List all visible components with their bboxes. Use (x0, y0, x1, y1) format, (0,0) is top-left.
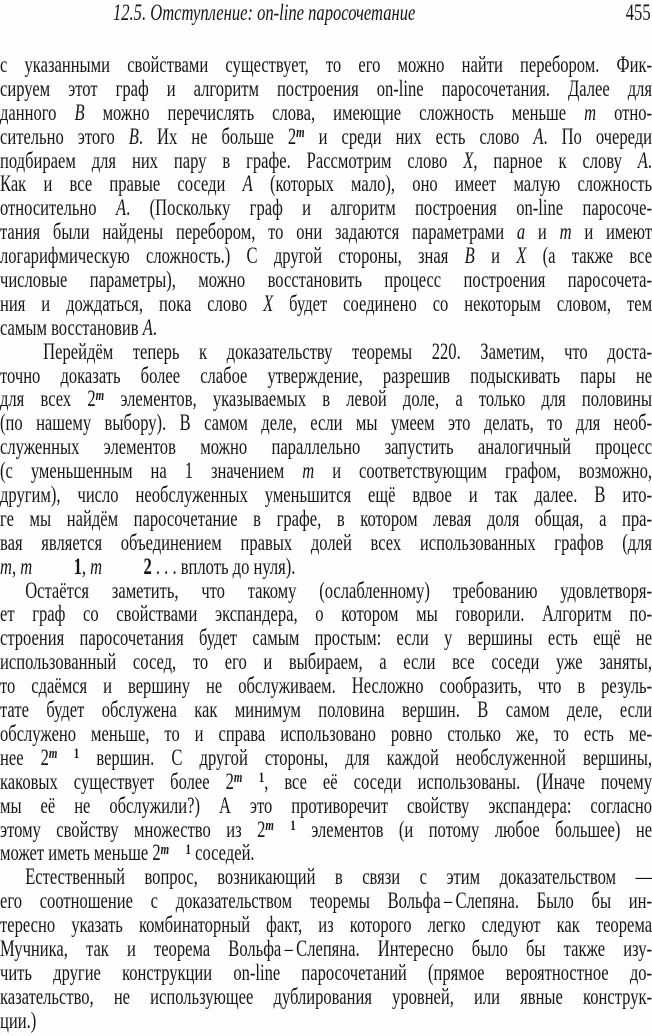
text-line (0, 985, 652, 1009)
text-segment: служенных элементов можно параллельно запустить аналогичный процесс (0, 434, 652, 460)
math-text: A (533, 123, 544, 149)
paragraph (0, 340, 652, 579)
math-text: m (0, 553, 12, 579)
text-segment: . (152, 314, 158, 340)
text-line (0, 340, 652, 364)
paragraph (0, 53, 652, 340)
text-segment: и имеют (571, 219, 652, 245)
text-line (0, 364, 652, 388)
math-text: m (95, 386, 105, 404)
text-segment: . По очереди (543, 123, 652, 149)
text-line (0, 865, 652, 889)
text-segment: мы её не обслужили?) А это противоречит свойству экспандера: согласно (0, 792, 652, 818)
text-line (0, 841, 652, 865)
text-segment: будет соединено со некоторым словом, тем (273, 290, 652, 316)
text-segment: обслужено меньше, то и справа использовано ровно столько же, то есть ме- (0, 720, 652, 746)
text-segment: другим), число необслуженных уменьшится ещё вдвое и так далее. В ито- (0, 482, 652, 508)
running-head (0, 1, 652, 25)
text-line (0, 555, 652, 579)
text-segment: подбираем для них пару в графе. Рассмотрим слово (0, 147, 464, 173)
text-segment: данного (0, 99, 75, 125)
text-segment: сируем этот граф и алгоритм построения on-line паросочетания. Далее для (0, 75, 652, 101)
text-line (0, 507, 652, 531)
text-line (0, 889, 652, 913)
math-text: m (90, 553, 103, 579)
math-text: A (637, 147, 648, 173)
math-text: m (296, 123, 305, 141)
text-segment: можно перечислять слова, имеющие сложность меньше (84, 99, 585, 125)
math-text: m (302, 458, 315, 484)
math-text: 1 (258, 768, 265, 786)
text-line (0, 292, 652, 316)
text-line (0, 196, 652, 220)
text-line (0, 435, 652, 459)
text-segment: . (Поскольку граф и алгоритм построения on-line паросоче- (126, 195, 652, 221)
text-line (0, 1009, 652, 1033)
text-line (0, 244, 652, 268)
text-segment: элементов (и потому любое большее) не (295, 816, 652, 842)
text-segment: ет граф со свойствами экспандера, о котором мы говорили. Алгоритм по- (0, 601, 652, 627)
page-number: 455 (625, 0, 651, 25)
paragraph (0, 579, 652, 866)
text-segment: отно- (596, 99, 652, 125)
section-title: 12.5. Отступление: on-line паросочетание (112, 0, 416, 25)
math-text: X (463, 147, 474, 173)
math-text: X (263, 290, 274, 316)
text-segment: ге мы найдём паросочетание в графе, в котором левая доля общая, а пра- (0, 505, 652, 531)
math-text: B (74, 99, 85, 125)
text-segment: Как и все правые соседи (0, 171, 243, 197)
text-segment: и среди них есть слово (304, 123, 534, 149)
text-segment: с указанными свойствами существует, то его можно найти перебором. Фик- (0, 52, 652, 77)
text-segment: нее 2 (0, 744, 49, 770)
text-segment: . . . вплоть до нуля). (151, 553, 296, 579)
text-line (0, 674, 652, 698)
text-line (0, 722, 652, 746)
text-segment: вая является объединением правых долей всех использованных графов (для (0, 529, 652, 555)
text-segment: тания были найдены перебором, то они задаются параметрами (0, 219, 517, 245)
text-segment: (по нашему выбору). В самом деле, если мы умеем это делать, то для необ- (0, 410, 652, 436)
text-line (0, 961, 652, 985)
page-body (0, 53, 652, 1033)
math-text: m (20, 553, 33, 579)
text-segment: . Их не больше 2 (138, 123, 297, 149)
text-line (0, 101, 652, 125)
text-line (0, 770, 652, 794)
text-segment: , (81, 553, 91, 579)
text-line (0, 125, 652, 149)
text-line (0, 531, 652, 555)
text-line (0, 316, 652, 340)
text-line (0, 268, 652, 292)
text-segment: относительно (0, 195, 116, 221)
text-segment: и соответствующим графом, возможно, (314, 458, 652, 484)
paragraph (0, 865, 652, 1032)
math-text: m (160, 840, 186, 858)
text-line (0, 483, 652, 507)
text-line (0, 411, 652, 435)
math-text: m (265, 816, 291, 834)
math-text: A (142, 314, 153, 340)
text-segment: сительно этого (0, 123, 129, 149)
text-segment: Перейдём теперь к доказательству теоремы 220. Заметим, что доста- (43, 338, 652, 364)
text-line (0, 220, 652, 244)
text-line (0, 794, 652, 818)
math-text: B (464, 243, 475, 269)
text-segment: (которых мало), оно имеет малую сложность (252, 171, 652, 197)
text-segment: тате будет обслужена как минимум половина вершин. В самом деле, если (0, 697, 652, 723)
text-segment: то сдаёмся и вершину не обслуживаем. Несложно сообразить, что в резуль- (0, 673, 652, 699)
text-segment: числовые параметры), можно восстановить процесс построения паросочета- (0, 267, 652, 293)
text-segment: , парное к слову (473, 147, 638, 173)
math-text: A (242, 171, 253, 197)
text-segment: , (11, 553, 21, 579)
text-segment: самым восстановив (0, 314, 143, 340)
text-segment: (а также все (526, 243, 652, 269)
text-segment: Остаётся заметить, что такому (ослабленному) требованию удовлетворя- (25, 577, 652, 603)
text-line (0, 937, 652, 961)
math-text: 1 (185, 840, 191, 858)
text-line (0, 172, 652, 196)
text-line (0, 602, 652, 626)
text-segment: его соотношение с доказательством теоремы Вольфа – Слепяна. Было бы ин- (0, 888, 652, 914)
text-segment: вершин. С другой стороны, для каждой необслуженной вершины, (79, 744, 652, 770)
math-text: X (516, 243, 527, 269)
text-segment: , все её соседи использованы. (Иначе почему (264, 768, 652, 794)
text-segment: точно доказать более слабое утверждение, разрешив подыскивать пары не (0, 362, 652, 388)
math-text: 1 (73, 553, 82, 579)
math-text: m (48, 745, 74, 762)
text-segment: и (474, 243, 517, 269)
math-text: 1 (290, 816, 296, 834)
text-line (0, 818, 652, 842)
text-segment: использованный сосед, то его и выбираем, а если все соседи уже заняты, (0, 649, 652, 675)
text-segment: (с уменьшенным на 1 значением (0, 458, 303, 484)
text-line (0, 77, 652, 101)
text-segment: логарифмическую сложность.) С другой стороны, зная (0, 243, 465, 269)
text-segment: чить другие конструкции on-line паросочетаний (прямое вероятностное до- (0, 959, 652, 985)
text-segment: ния и дождаться, пока слово (0, 290, 264, 316)
text-segment (32, 554, 73, 579)
text-segment: и (525, 219, 560, 245)
text-segment: строения паросочетания будет самым простым: если у вершины есть ещё не (0, 625, 652, 651)
text-segment: Мучника, так и теорема Вольфа – Слепяна. Интересно было бы также изу- (0, 935, 652, 961)
text-line (0, 53, 652, 77)
text-line (0, 698, 652, 722)
text-segment: . (647, 147, 652, 173)
text-line (0, 746, 652, 770)
text-segment: соседей. (190, 840, 255, 866)
text-line (0, 913, 652, 937)
math-text: B (128, 123, 139, 149)
text-line (0, 387, 652, 411)
text-segment: тересно указать комбинаторный факт, из которого легко следуют как теорема (0, 912, 652, 938)
math-text: A (115, 195, 127, 221)
math-text: 1 (73, 745, 80, 762)
text-segment (102, 554, 143, 579)
text-segment: может иметь меньше 2 (0, 840, 161, 866)
math-text: m (233, 768, 259, 786)
math-text: m (584, 99, 597, 125)
text-segment: Естественный вопрос, возникающий в связи с этим доказательством — (25, 864, 652, 890)
text-line (0, 650, 652, 674)
text-segment: ции.) (0, 1007, 37, 1033)
text-segment: элементов, указываемых в левой доле, а только для половины (104, 386, 652, 412)
text-segment: каковых существует более 2 (0, 768, 234, 794)
text-line (0, 626, 652, 650)
text-line (0, 149, 652, 173)
math-text: m (559, 219, 572, 245)
math-text: a (516, 219, 526, 245)
text-segment: для всех 2 (0, 386, 96, 412)
text-segment: этому свойству множество из 2 (0, 816, 266, 842)
text-line (0, 579, 652, 603)
math-text: 2 (143, 553, 152, 579)
text-line (0, 459, 652, 483)
text-segment: казательство, не использующее дублирования уровней, или явные конструк- (0, 983, 652, 1009)
